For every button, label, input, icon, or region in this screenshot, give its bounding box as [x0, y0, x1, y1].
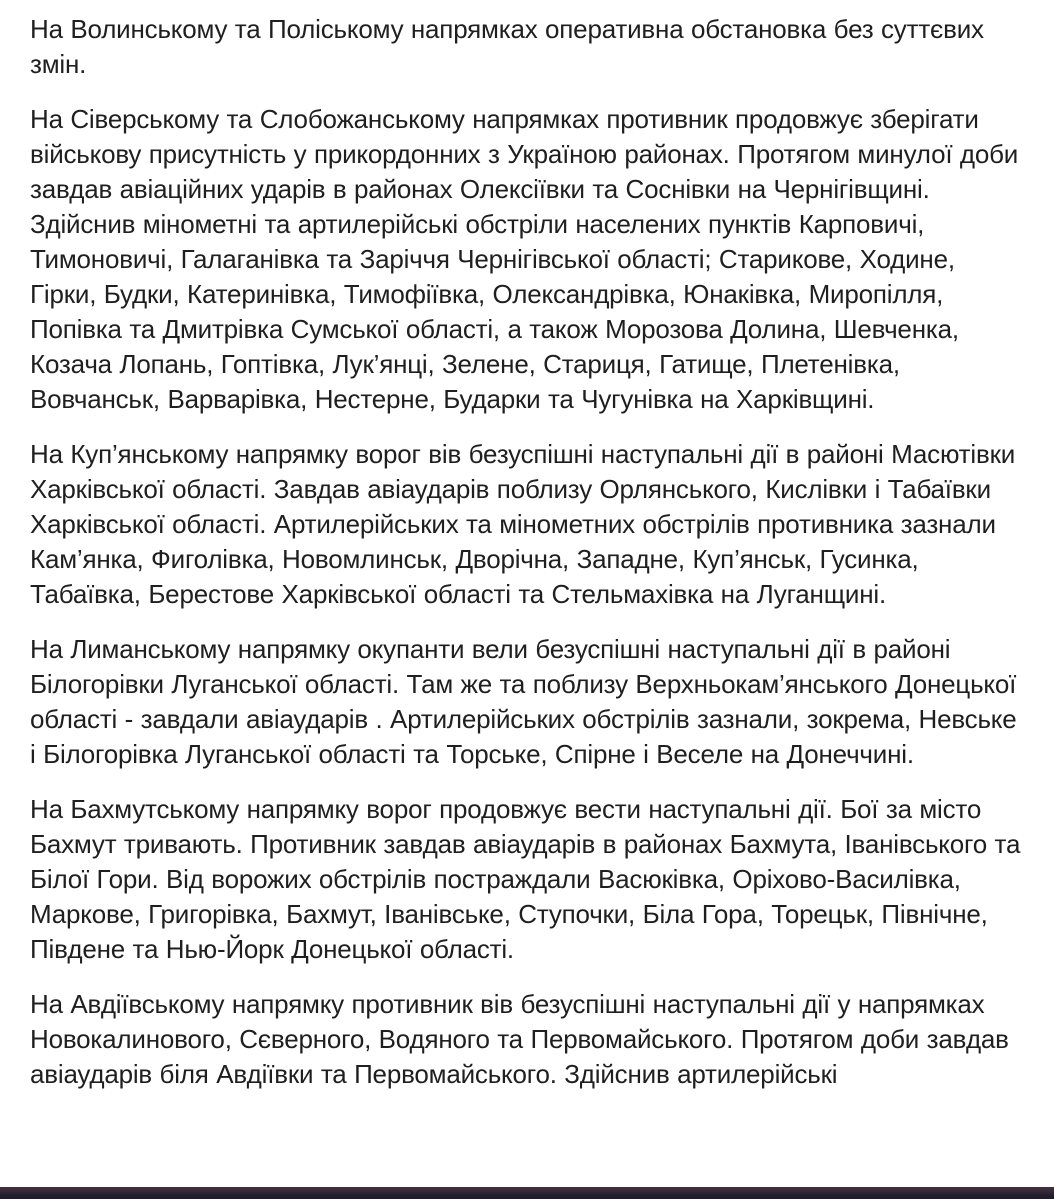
- cropped-image-top-edge: [0, 1187, 1054, 1199]
- report-paragraph-lyman: На Лиманському напрямку окупанти вели безуспішні наступальні дії в районі Білогорівки Луганської області. Там же та поблизу Верхньокам’янського Донецької області - завдали авіаударів . Артилерійських обстрілів зазнали, зокрема, Невське і Білогорівка Луганської області та Торське, Спірне і Веселе на Донеччині.: [30, 634, 1017, 769]
- report-paragraph-volyn-polissia: На Волинському та Поліському напрямках оперативна обстановка без суттєвих змін.: [30, 14, 984, 79]
- report-paragraph-avdiivka: На Авдіївському напрямку противник вів безуспішні наступальні дії у напрямках Новокалинового, Сєверного, Водяного та Первомайського. Протягом доби завдав авіаударів біля Авдіївки та Первомайського. Здійснив артилерійські: [30, 989, 1009, 1089]
- report-paragraph-siversk-slobozhansk: На Сіверському та Слобожанському напрямках противник продовжує зберігати військову присутність у прикордонних з Україною районах. Протягом минулої доби завдав авіаційних ударів в районах Олексіївки та Соснівки на Чернігівщині. Здійснив мінометні та артилерійські обстріли населених пунктів Карповичі, Тимоновичі, Галаганівка та Заріччя Чернігівської області; Старикове, Ходине, Гірки, Будки, Катеринівка, Тимофіївка, Олександрівка, Юнаківка, Миропілля, Попівка та Дмитрівка Сумської області, а також Морозова Долина, Шевченка, Козача Лопань, Гоптівка, Лук’янці, Зелене, Стариця, Гатище, Плетенівка, Вовчанськ, Варварівка, Нестерне, Бударки та Чугунівка на Харківщині.: [30, 104, 1019, 414]
- report-paragraph-kupiansk: На Куп’янському напрямку ворог вів безуспішні наступальні дії в районі Масютівки Харківської області. Завдав авіаударів поблизу Орлянського, Кислівки і Табаївки Харківської області. Артилерійських та мінометних обстрілів противника зазнали Кам’янка, Фиголівка, Новомлинськ, Дворічна, Западне, Куп’янськ, Гусинка, Табаївка, Берестове Харківської області та Стельмахівка на Луганщині.: [30, 439, 1016, 609]
- report-paragraph-bakhmut: На Бахмутському напрямку ворог продовжує вести наступальні дії. Бої за місто Бахмут тривають. Противник завдав авіаударів в районах Бахмута, Іванівського та Білої Гори. Від ворожих обстрілів постраждали Васюківка, Оріхово-Василівка, Маркове, Григорівка, Бахмут, Іванівське, Ступочки, Біла Гора, Торецьк, Північне, Південе та Нью-Йорк Донецької області.: [30, 794, 1021, 964]
